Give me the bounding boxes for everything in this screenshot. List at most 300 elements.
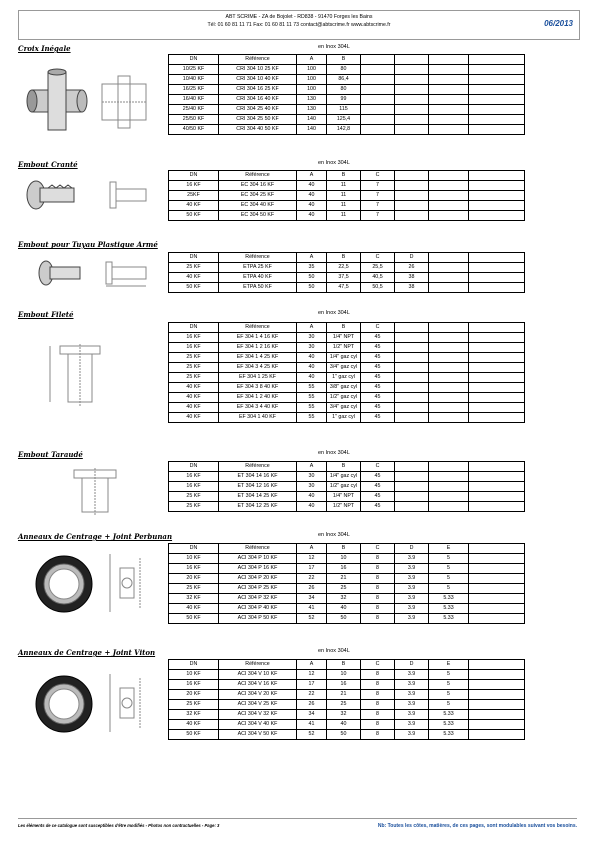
table-cell: 45 [361, 343, 395, 353]
table-cell: 50 KF [169, 614, 219, 624]
table-cell [469, 125, 525, 135]
table-cell: 32 [327, 710, 361, 720]
table-row [169, 383, 525, 393]
table-cell: 8 [361, 720, 395, 730]
column-header [395, 55, 429, 65]
table-cell [429, 65, 469, 75]
table-cell [361, 105, 395, 115]
table-cell [395, 502, 429, 512]
table-cell [395, 211, 429, 221]
spec-table [168, 659, 525, 740]
product-drawing [40, 340, 120, 415]
table-cell: 7 [361, 191, 395, 201]
table-cell [469, 343, 525, 353]
table-cell: 3.9 [395, 594, 429, 604]
table-cell: 50 [297, 283, 327, 293]
table-cell: 45 [361, 403, 395, 413]
table-cell: EF 304 1 2 40 KF [219, 393, 297, 403]
column-header: Référence [219, 462, 297, 472]
table-cell [469, 492, 525, 502]
table-row [169, 95, 525, 105]
table-cell [395, 353, 429, 363]
table-cell: 25KF [169, 191, 219, 201]
table-cell [395, 492, 429, 502]
column-header: C [361, 462, 395, 472]
table-cell [469, 85, 525, 95]
column-header: B [327, 171, 361, 181]
column-header: C [361, 544, 395, 554]
table-row [169, 680, 525, 690]
table-cell: 5.33 [429, 594, 469, 604]
table-cell: 16 KF [169, 181, 219, 191]
table-cell [429, 201, 469, 211]
table-cell: 40 KF [169, 604, 219, 614]
table-cell [395, 85, 429, 95]
table-cell: 50 KF [169, 730, 219, 740]
table-cell: 3.9 [395, 680, 429, 690]
table-cell [429, 413, 469, 423]
table-cell: 86,4 [327, 75, 361, 85]
table-cell: ACI 304 V 32 KF [219, 710, 297, 720]
table-cell: 40 [327, 720, 361, 730]
table-cell: 30 [297, 482, 327, 492]
table-cell [469, 403, 525, 413]
table-cell [395, 403, 429, 413]
spec-table [168, 461, 525, 512]
table-cell: 1/2" gaz cyl [327, 482, 361, 492]
spec-table [168, 543, 525, 624]
table-cell [469, 65, 525, 75]
table-cell: ACI 304 P 20 KF [219, 574, 297, 584]
table-cell: 3.9 [395, 670, 429, 680]
material-label: en Inox 304L [318, 450, 350, 456]
page-header [18, 10, 580, 40]
table-cell: EC 304 16 KF [219, 181, 297, 191]
table-cell [469, 283, 525, 293]
table-cell: 10 [327, 670, 361, 680]
column-header: Référence [219, 323, 297, 333]
material-label: en Inox 304L [318, 160, 350, 166]
column-header: DN [169, 55, 219, 65]
company-address: ABT SCRIME - ZA de Bojolet - RD838 - 91470 Forges les Bains [225, 14, 373, 20]
table-cell: 1/2" gaz cyl [327, 393, 361, 403]
spec-table [168, 252, 525, 293]
column-header [429, 253, 469, 263]
table-cell: ACI 304 P 16 KF [219, 564, 297, 574]
table-cell: 45 [361, 373, 395, 383]
table-cell [395, 383, 429, 393]
table-cell: 5 [429, 690, 469, 700]
table-cell: EC 304 50 KF [219, 211, 297, 221]
table-cell: 5 [429, 574, 469, 584]
section-title: Embout Fileté [18, 310, 74, 319]
table-cell [469, 201, 525, 211]
table-row [169, 604, 525, 614]
table-row [169, 574, 525, 584]
table-cell: 25/40 KF [169, 105, 219, 115]
column-header: DN [169, 171, 219, 181]
spec-table [168, 54, 525, 135]
material-label: en Inox 304L [318, 310, 350, 316]
table-cell [429, 343, 469, 353]
table-cell [469, 353, 525, 363]
table-row [169, 263, 525, 273]
table-cell: 11 [327, 181, 361, 191]
table-cell: 11 [327, 201, 361, 211]
table-cell: 40 [297, 211, 327, 221]
table-cell [395, 413, 429, 423]
table-cell [395, 105, 429, 115]
table-cell: 8 [361, 614, 395, 624]
table-cell: 26 [297, 584, 327, 594]
table-cell [429, 105, 469, 115]
table-cell: 37,5 [327, 273, 361, 283]
footer-disclaimer: Les éléments de ce catalogue sont susceptibles d'être modifiés - Photos non contractuelles - Page: 3 [18, 823, 220, 828]
table-row [169, 403, 525, 413]
table-cell: 25 KF [169, 363, 219, 373]
table-cell: EF 304 3 4 40 KF [219, 403, 297, 413]
table-cell: 16/25 KF [169, 85, 219, 95]
table-cell: 30 [297, 472, 327, 482]
table-cell [429, 273, 469, 283]
table-cell: 40 KF [169, 403, 219, 413]
table-row [169, 115, 525, 125]
table-cell [469, 594, 525, 604]
footer-divider [18, 818, 577, 819]
catalog-date: 06/2013 [544, 19, 573, 28]
table-header-row [169, 55, 525, 65]
table-cell [469, 115, 525, 125]
table-cell: 16 KF [169, 333, 219, 343]
table-row [169, 105, 525, 115]
column-header: E [429, 660, 469, 670]
table-cell [429, 85, 469, 95]
table-cell: 115 [327, 105, 361, 115]
table-cell: ACI 304 V 40 KF [219, 720, 297, 730]
table-cell: 55 [297, 403, 327, 413]
section-title: Embout Cranté [18, 160, 78, 169]
table-cell [469, 502, 525, 512]
column-header: B [327, 462, 361, 472]
table-cell: 40 KF [169, 393, 219, 403]
table-cell: 41 [297, 604, 327, 614]
product-drawing [22, 258, 152, 293]
table-row [169, 584, 525, 594]
table-cell [469, 75, 525, 85]
table-cell [469, 574, 525, 584]
table-header-row [169, 544, 525, 554]
footer-note: Nb: Toutes les côtes, matières, de ces pages, sont modulables suivant vos besoins. [377, 823, 577, 829]
table-cell: 45 [361, 482, 395, 492]
table-cell [429, 403, 469, 413]
table-cell: 40/50 KF [169, 125, 219, 135]
column-header: C [361, 660, 395, 670]
table-row [169, 594, 525, 604]
table-row [169, 482, 525, 492]
table-cell: ETPA 40 KF [219, 273, 297, 283]
table-cell: 35 [297, 263, 327, 273]
table-cell [469, 333, 525, 343]
table-cell [469, 181, 525, 191]
table-cell [361, 125, 395, 135]
column-header [429, 55, 469, 65]
table-cell: 40 [297, 181, 327, 191]
table-cell: 3.9 [395, 700, 429, 710]
table-cell: 16 KF [169, 564, 219, 574]
table-cell: 16 KF [169, 472, 219, 482]
table-cell: 40 KF [169, 201, 219, 211]
table-row [169, 614, 525, 624]
column-header: DN [169, 544, 219, 554]
material-label: en Inox 304L [318, 532, 350, 538]
table-cell [469, 720, 525, 730]
table-cell: 25,5 [361, 263, 395, 273]
table-cell: 5 [429, 564, 469, 574]
table-cell: ET 304 12 16 KF [219, 482, 297, 492]
table-cell: 38 [395, 273, 429, 283]
table-cell: 50 [297, 273, 327, 283]
table-cell: 130 [297, 105, 327, 115]
table-cell [429, 211, 469, 221]
column-header: C [361, 171, 395, 181]
table-cell: 1/4" gaz cyl [327, 353, 361, 363]
table-cell: 40 KF [169, 720, 219, 730]
table-row [169, 201, 525, 211]
section-title: Embout Taraudé [18, 450, 83, 459]
table-cell [469, 614, 525, 624]
table-cell: EF 304 1 2 16 KF [219, 343, 297, 353]
column-header: D [395, 253, 429, 263]
column-header: A [297, 253, 327, 263]
column-header: B [327, 253, 361, 263]
table-row [169, 181, 525, 191]
table-cell [429, 393, 469, 403]
table-cell [395, 201, 429, 211]
table-cell [429, 95, 469, 105]
column-header [469, 462, 525, 472]
table-cell: 1/2" NPT [327, 343, 361, 353]
table-cell: 34 [297, 710, 327, 720]
table-cell: 5 [429, 680, 469, 690]
column-header: DN [169, 323, 219, 333]
table-row [169, 353, 525, 363]
table-cell: 40 [297, 191, 327, 201]
table-cell: 30 [297, 333, 327, 343]
table-cell [429, 75, 469, 85]
table-cell [469, 710, 525, 720]
table-cell: 26 [297, 700, 327, 710]
table-cell: 40 [297, 353, 327, 363]
table-cell [469, 95, 525, 105]
table-cell: 100 [297, 75, 327, 85]
table-cell: 7 [361, 211, 395, 221]
column-header: D [395, 660, 429, 670]
table-cell: 5.33 [429, 730, 469, 740]
table-cell: 30 [297, 343, 327, 353]
table-cell: 34 [297, 594, 327, 604]
column-header: Référence [219, 55, 297, 65]
table-cell: 7 [361, 201, 395, 211]
table-row [169, 564, 525, 574]
table-cell: 10/40 KF [169, 75, 219, 85]
table-row [169, 720, 525, 730]
table-row [169, 373, 525, 383]
table-cell: ACI 304 V 10 KF [219, 670, 297, 680]
column-header [469, 544, 525, 554]
table-row [169, 554, 525, 564]
table-cell: 8 [361, 700, 395, 710]
table-cell: 21 [327, 690, 361, 700]
table-cell [395, 333, 429, 343]
table-cell [469, 273, 525, 283]
column-header: Référence [219, 544, 297, 554]
table-cell: 50 KF [169, 283, 219, 293]
table-cell: 45 [361, 333, 395, 343]
table-row [169, 65, 525, 75]
table-cell: 8 [361, 594, 395, 604]
table-cell: 47,5 [327, 283, 361, 293]
table-cell: 32 [327, 594, 361, 604]
table-cell: 142,8 [327, 125, 361, 135]
column-header: B [327, 323, 361, 333]
table-cell: 55 [297, 413, 327, 423]
table-cell: 50 [327, 730, 361, 740]
table-cell [469, 211, 525, 221]
table-cell [469, 690, 525, 700]
table-cell [429, 191, 469, 201]
column-header: DN [169, 462, 219, 472]
table-row [169, 710, 525, 720]
table-cell [395, 191, 429, 201]
table-cell: EC 304 25 KF [219, 191, 297, 201]
column-header: A [297, 323, 327, 333]
table-cell [469, 413, 525, 423]
table-cell: 25 KF [169, 492, 219, 502]
table-cell: ETPA 50 KF [219, 283, 297, 293]
product-drawing [60, 466, 130, 523]
table-cell: ETPA 25 KF [219, 263, 297, 273]
column-header [395, 462, 429, 472]
table-cell: 40 [297, 502, 327, 512]
section-title: Embout pour Tuyau Plastique Armé [18, 240, 158, 249]
table-cell [395, 115, 429, 125]
table-cell [469, 604, 525, 614]
table-cell [469, 191, 525, 201]
column-header [469, 660, 525, 670]
table-cell: 1" gaz cyl [327, 413, 361, 423]
table-cell: 8 [361, 584, 395, 594]
table-cell: ACI 304 V 16 KF [219, 680, 297, 690]
table-cell: 3.9 [395, 720, 429, 730]
column-header [429, 323, 469, 333]
table-cell: 140 [297, 115, 327, 125]
table-cell: 45 [361, 383, 395, 393]
table-cell [429, 353, 469, 363]
table-cell: 3.9 [395, 584, 429, 594]
table-cell: 8 [361, 574, 395, 584]
table-cell: 50 [327, 614, 361, 624]
table-cell: 80 [327, 85, 361, 95]
table-row [169, 191, 525, 201]
table-cell: 40,5 [361, 273, 395, 283]
column-header: Référence [219, 253, 297, 263]
column-header [469, 323, 525, 333]
table-cell: 16 KF [169, 482, 219, 492]
table-cell: 16 [327, 680, 361, 690]
table-cell: 8 [361, 604, 395, 614]
table-cell: 8 [361, 564, 395, 574]
table-cell [429, 472, 469, 482]
table-cell: 3.9 [395, 690, 429, 700]
column-header [469, 253, 525, 263]
table-cell: ACI 304 P 40 KF [219, 604, 297, 614]
table-cell: CRI 304 25 40 KF [219, 105, 297, 115]
table-cell: 5 [429, 584, 469, 594]
table-header-row [169, 462, 525, 472]
table-cell: ET 304 12 25 KF [219, 502, 297, 512]
table-cell: 12 [297, 670, 327, 680]
table-cell [361, 95, 395, 105]
table-cell: 40 [297, 363, 327, 373]
table-cell: 22,5 [327, 263, 361, 273]
table-cell: 45 [361, 502, 395, 512]
table-cell: 16/40 KF [169, 95, 219, 105]
table-cell: 3/4" gaz cyl [327, 403, 361, 413]
table-cell: 45 [361, 393, 395, 403]
table-row [169, 700, 525, 710]
table-cell: 38 [395, 283, 429, 293]
table-header-row [169, 660, 525, 670]
table-cell: EC 304 40 KF [219, 201, 297, 211]
table-cell: 1/4" gaz cyl [327, 472, 361, 482]
table-row [169, 730, 525, 740]
column-header: DN [169, 660, 219, 670]
table-cell [361, 85, 395, 95]
table-cell: 3/4" gaz cyl [327, 363, 361, 373]
table-cell [469, 472, 525, 482]
spec-table [168, 322, 525, 423]
section-title: Anneaux de Centrage + Joint Viton [18, 648, 156, 657]
table-cell: 130 [297, 95, 327, 105]
table-cell: 45 [361, 353, 395, 363]
table-row [169, 75, 525, 85]
table-cell: 140 [297, 125, 327, 135]
table-row [169, 690, 525, 700]
column-header [429, 171, 469, 181]
table-cell [469, 393, 525, 403]
column-header: A [297, 55, 327, 65]
column-header: DN [169, 253, 219, 263]
table-cell: 3.9 [395, 710, 429, 720]
table-cell: 11 [327, 211, 361, 221]
table-cell: 55 [297, 383, 327, 393]
table-cell: 16 KF [169, 680, 219, 690]
table-cell: 40 KF [169, 273, 219, 283]
table-cell [429, 115, 469, 125]
table-cell: EF 304 3 4 25 KF [219, 363, 297, 373]
table-cell: 3.9 [395, 730, 429, 740]
table-row [169, 333, 525, 343]
column-header: C [361, 323, 395, 333]
table-row [169, 85, 525, 95]
table-cell [469, 482, 525, 492]
table-cell: 100 [297, 65, 327, 75]
table-cell: 3/8" gaz cyl [327, 383, 361, 393]
table-cell [395, 181, 429, 191]
table-row [169, 363, 525, 373]
table-cell: 125,4 [327, 115, 361, 125]
column-header: A [297, 660, 327, 670]
